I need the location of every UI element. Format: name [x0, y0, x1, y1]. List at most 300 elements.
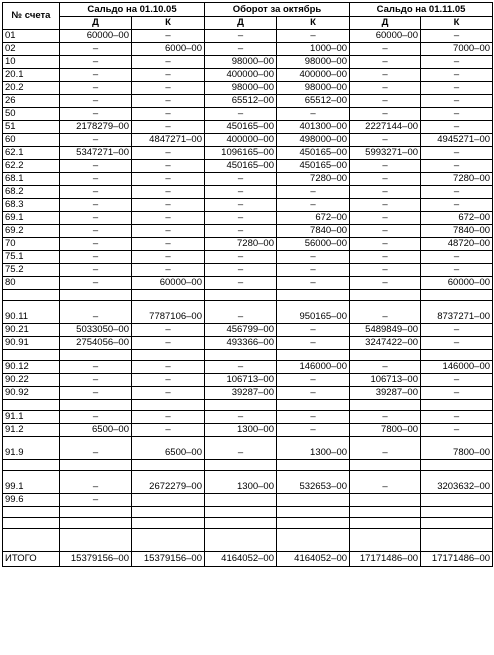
- opening-credit-cell: 6500–00: [132, 437, 205, 460]
- closing-credit-cell: 7800–00: [421, 437, 493, 460]
- opening-credit-cell: [132, 518, 205, 529]
- closing-credit-cell: –: [421, 56, 493, 69]
- account-cell: 20.1: [3, 69, 60, 82]
- table-row: [3, 160, 493, 173]
- table-row: [3, 374, 493, 387]
- opening-credit-cell: –: [132, 387, 205, 400]
- opening-credit-cell: –: [132, 82, 205, 95]
- account-cell: 69.2: [3, 225, 60, 238]
- turnover-debit-cell: 1096165–00: [205, 147, 277, 160]
- turnover-credit-cell: –: [277, 251, 350, 264]
- opening-debit-cell: –: [60, 225, 132, 238]
- account-cell: 20.2: [3, 82, 60, 95]
- account-cell: [3, 290, 60, 301]
- closing-credit-cell: –: [421, 160, 493, 173]
- opening-debit-cell: –: [60, 411, 132, 424]
- table-row: [3, 212, 493, 225]
- table-row: [3, 387, 493, 400]
- account-cell: 91.2: [3, 424, 60, 437]
- opening-credit-cell: –: [132, 374, 205, 387]
- closing-credit-cell: –: [421, 108, 493, 121]
- opening-credit-cell: [132, 350, 205, 361]
- turnover-debit-cell: –: [205, 437, 277, 460]
- header-opening-debit: Д: [60, 17, 132, 30]
- turnover-credit-cell: [277, 507, 350, 518]
- table-row: [3, 411, 493, 424]
- closing-debit-cell: 2227144–00: [350, 121, 421, 134]
- turnover-credit-cell: 400000–00: [277, 69, 350, 82]
- closing-debit-cell: 7800–00: [350, 424, 421, 437]
- account-cell: 91.9: [3, 437, 60, 460]
- table-row: [3, 424, 493, 437]
- closing-debit-cell: [350, 507, 421, 518]
- turnover-credit-cell: –: [277, 199, 350, 212]
- account-cell: 68.1: [3, 173, 60, 186]
- turnover-credit-cell: [277, 494, 350, 507]
- closing-debit-cell: 39287–00: [350, 387, 421, 400]
- closing-credit-cell: –: [421, 374, 493, 387]
- account-cell: 90.91: [3, 337, 60, 350]
- table-row: [3, 361, 493, 374]
- account-cell: 90.11: [3, 301, 60, 324]
- turnover-debit-cell: 400000–00: [205, 69, 277, 82]
- account-cell: 90.22: [3, 374, 60, 387]
- turnover-debit-cell: –: [205, 225, 277, 238]
- opening-debit-cell: –: [60, 69, 132, 82]
- opening-credit-cell: –: [132, 147, 205, 160]
- opening-credit-cell: 4847271–00: [132, 134, 205, 147]
- opening-credit-cell: –: [132, 69, 205, 82]
- table-row: [3, 277, 493, 290]
- opening-credit-cell: –: [132, 199, 205, 212]
- opening-debit-cell: –: [60, 437, 132, 460]
- turnover-debit-cell: –: [205, 411, 277, 424]
- table-row: [3, 494, 493, 507]
- turnover-credit-cell: [277, 350, 350, 361]
- account-cell: 90.12: [3, 361, 60, 374]
- closing-credit-cell: –: [421, 147, 493, 160]
- opening-debit-cell: –: [60, 251, 132, 264]
- turnover-credit-cell: 450165–00: [277, 160, 350, 173]
- closing-credit-cell: 146000–00: [421, 361, 493, 374]
- table-row: [3, 43, 493, 56]
- opening-credit-cell: [132, 494, 205, 507]
- closing-debit-cell: [350, 529, 421, 552]
- turnover-credit-cell: 672–00: [277, 212, 350, 225]
- opening-credit-cell: –: [132, 212, 205, 225]
- table-row: [3, 518, 493, 529]
- closing-debit-cell: 5993271–00: [350, 147, 421, 160]
- opening-credit-cell: –: [132, 56, 205, 69]
- table-body: [3, 30, 493, 567]
- opening-debit-cell: –: [60, 361, 132, 374]
- opening-debit-cell: –: [60, 82, 132, 95]
- turnover-debit-cell: –: [205, 199, 277, 212]
- account-cell: [3, 529, 60, 552]
- turnover-debit-cell: –: [205, 212, 277, 225]
- account-cell: [3, 507, 60, 518]
- turnover-debit-cell: 4164052–00: [205, 552, 277, 567]
- turnover-credit-cell: –: [277, 374, 350, 387]
- closing-debit-cell: [350, 460, 421, 471]
- header-turnover: Оборот за октябрь: [205, 3, 350, 17]
- opening-credit-cell: [132, 507, 205, 518]
- opening-debit-cell: [60, 507, 132, 518]
- closing-debit-cell: [350, 350, 421, 361]
- turnover-debit-cell: [205, 507, 277, 518]
- table-header: [3, 3, 493, 30]
- closing-credit-cell: 8737271–00: [421, 301, 493, 324]
- table-row: [3, 290, 493, 301]
- opening-credit-cell: –: [132, 424, 205, 437]
- balance-sheet-table: [2, 2, 493, 567]
- opening-debit-cell: –: [60, 95, 132, 108]
- turnover-credit-cell: 56000–00: [277, 238, 350, 251]
- closing-debit-cell: –: [350, 82, 421, 95]
- closing-credit-cell: –: [421, 199, 493, 212]
- closing-credit-cell: 48720–00: [421, 238, 493, 251]
- table-row: [3, 301, 493, 324]
- turnover-debit-cell: 98000–00: [205, 56, 277, 69]
- opening-credit-cell: –: [132, 361, 205, 374]
- closing-debit-cell: –: [350, 277, 421, 290]
- turnover-credit-cell: [277, 529, 350, 552]
- closing-credit-cell: 17171486–00: [421, 552, 493, 567]
- opening-credit-cell: –: [132, 160, 205, 173]
- turnover-debit-cell: [205, 290, 277, 301]
- opening-debit-cell: –: [60, 56, 132, 69]
- closing-debit-cell: 17171486–00: [350, 552, 421, 567]
- opening-debit-cell: [60, 290, 132, 301]
- closing-credit-cell: [421, 507, 493, 518]
- turnover-debit-cell: –: [205, 264, 277, 277]
- opening-credit-cell: [132, 460, 205, 471]
- turnover-debit-cell: –: [205, 251, 277, 264]
- opening-credit-cell: 15379156–00: [132, 552, 205, 567]
- table-row: [3, 199, 493, 212]
- turnover-debit-cell: –: [205, 301, 277, 324]
- opening-credit-cell: –: [132, 173, 205, 186]
- account-cell: 68.2: [3, 186, 60, 199]
- turnover-debit-cell: 39287–00: [205, 387, 277, 400]
- account-cell: 80: [3, 277, 60, 290]
- account-cell: 60: [3, 134, 60, 147]
- turnover-debit-cell: 106713–00: [205, 374, 277, 387]
- turnover-debit-cell: [205, 494, 277, 507]
- turnover-credit-cell: 1300–00: [277, 437, 350, 460]
- closing-debit-cell: 5489849–00: [350, 324, 421, 337]
- closing-debit-cell: –: [350, 437, 421, 460]
- closing-credit-cell: –: [421, 82, 493, 95]
- closing-credit-cell: 60000–00: [421, 277, 493, 290]
- closing-debit-cell: –: [350, 173, 421, 186]
- account-cell: 51: [3, 121, 60, 134]
- closing-credit-cell: [421, 400, 493, 411]
- table-row: [3, 134, 493, 147]
- turnover-debit-cell: 7280–00: [205, 238, 277, 251]
- turnover-credit-cell: –: [277, 411, 350, 424]
- account-cell: 50: [3, 108, 60, 121]
- closing-credit-cell: –: [421, 424, 493, 437]
- table-row: [3, 264, 493, 277]
- closing-debit-cell: –: [350, 212, 421, 225]
- opening-debit-cell: [60, 518, 132, 529]
- opening-debit-cell: 6500–00: [60, 424, 132, 437]
- turnover-credit-cell: [277, 290, 350, 301]
- turnover-debit-cell: –: [205, 277, 277, 290]
- opening-credit-cell: 2672279–00: [132, 471, 205, 494]
- closing-credit-cell: [421, 460, 493, 471]
- closing-debit-cell: 106713–00: [350, 374, 421, 387]
- turnover-debit-cell: –: [205, 30, 277, 43]
- account-cell: [3, 350, 60, 361]
- opening-debit-cell: 15379156–00: [60, 552, 132, 567]
- opening-credit-cell: –: [132, 95, 205, 108]
- account-cell: 90.92: [3, 387, 60, 400]
- table-row: [3, 95, 493, 108]
- opening-credit-cell: –: [132, 108, 205, 121]
- account-cell: 75.1: [3, 251, 60, 264]
- turnover-credit-cell: –: [277, 337, 350, 350]
- closing-credit-cell: 7840–00: [421, 225, 493, 238]
- opening-debit-cell: –: [60, 374, 132, 387]
- closing-credit-cell: 4945271–00: [421, 134, 493, 147]
- account-cell: 70: [3, 238, 60, 251]
- closing-credit-cell: –: [421, 264, 493, 277]
- closing-debit-cell: –: [350, 108, 421, 121]
- closing-credit-cell: [421, 350, 493, 361]
- table-row: [3, 108, 493, 121]
- account-cell: 99.6: [3, 494, 60, 507]
- account-cell: 68.3: [3, 199, 60, 212]
- closing-credit-cell: –: [421, 30, 493, 43]
- opening-debit-cell: –: [60, 387, 132, 400]
- turnover-credit-cell: 532653–00: [277, 471, 350, 494]
- closing-credit-cell: [421, 529, 493, 552]
- opening-debit-cell: 2178279–00: [60, 121, 132, 134]
- turnover-debit-cell: 400000–00: [205, 134, 277, 147]
- account-cell: 90.21: [3, 324, 60, 337]
- turnover-credit-cell: 146000–00: [277, 361, 350, 374]
- closing-debit-cell: –: [350, 301, 421, 324]
- opening-debit-cell: –: [60, 494, 132, 507]
- closing-credit-cell: –: [421, 95, 493, 108]
- closing-debit-cell: 3247422–00: [350, 337, 421, 350]
- opening-debit-cell: [60, 460, 132, 471]
- table-row: [3, 173, 493, 186]
- table-row: [3, 507, 493, 518]
- turnover-debit-cell: 493366–00: [205, 337, 277, 350]
- closing-debit-cell: –: [350, 251, 421, 264]
- closing-debit-cell: –: [350, 361, 421, 374]
- turnover-credit-cell: –: [277, 108, 350, 121]
- header-turnover-credit: К: [277, 17, 350, 30]
- opening-debit-cell: –: [60, 134, 132, 147]
- table-row: [3, 251, 493, 264]
- turnover-debit-cell: [205, 529, 277, 552]
- table-row: [3, 69, 493, 82]
- closing-credit-cell: [421, 494, 493, 507]
- closing-credit-cell: 7000–00: [421, 43, 493, 56]
- closing-debit-cell: 60000–00: [350, 30, 421, 43]
- opening-debit-cell: –: [60, 160, 132, 173]
- closing-debit-cell: –: [350, 186, 421, 199]
- turnover-credit-cell: 65512–00: [277, 95, 350, 108]
- opening-credit-cell: [132, 290, 205, 301]
- opening-debit-cell: –: [60, 238, 132, 251]
- turnover-credit-cell: –: [277, 30, 350, 43]
- turnover-debit-cell: [205, 460, 277, 471]
- table-row: [3, 225, 493, 238]
- table-row: [3, 147, 493, 160]
- closing-debit-cell: –: [350, 160, 421, 173]
- turnover-credit-cell: 7280–00: [277, 173, 350, 186]
- table-row: [3, 238, 493, 251]
- turnover-credit-cell: 401300–00: [277, 121, 350, 134]
- turnover-credit-cell: 950165–00: [277, 301, 350, 324]
- turnover-credit-cell: –: [277, 324, 350, 337]
- turnover-credit-cell: 98000–00: [277, 82, 350, 95]
- account-cell: 26: [3, 95, 60, 108]
- turnover-credit-cell: –: [277, 424, 350, 437]
- turnover-debit-cell: [205, 518, 277, 529]
- table-row: [3, 400, 493, 411]
- opening-debit-cell: –: [60, 108, 132, 121]
- opening-credit-cell: [132, 529, 205, 552]
- turnover-debit-cell: 456799–00: [205, 324, 277, 337]
- opening-debit-cell: –: [60, 471, 132, 494]
- closing-debit-cell: [350, 400, 421, 411]
- opening-credit-cell: –: [132, 324, 205, 337]
- closing-debit-cell: [350, 518, 421, 529]
- table-row: [3, 350, 493, 361]
- header-closing-balance: Сальдо на 01.11.05: [350, 3, 493, 17]
- turnover-credit-cell: 450165–00: [277, 147, 350, 160]
- header-opening-credit: К: [132, 17, 205, 30]
- account-cell: 01: [3, 30, 60, 43]
- turnover-credit-cell: 1000–00: [277, 43, 350, 56]
- closing-credit-cell: –: [421, 121, 493, 134]
- turnover-debit-cell: –: [205, 186, 277, 199]
- header-turnover-debit: Д: [205, 17, 277, 30]
- turnover-debit-cell: –: [205, 43, 277, 56]
- turnover-debit-cell: 450165–00: [205, 121, 277, 134]
- table-row: [3, 337, 493, 350]
- closing-credit-cell: 672–00: [421, 212, 493, 225]
- closing-debit-cell: –: [350, 95, 421, 108]
- table-row: [3, 460, 493, 471]
- closing-credit-cell: 7280–00: [421, 173, 493, 186]
- turnover-credit-cell: [277, 460, 350, 471]
- table-row: [3, 121, 493, 134]
- turnover-debit-cell: 98000–00: [205, 82, 277, 95]
- opening-debit-cell: 2754056–00: [60, 337, 132, 350]
- turnover-credit-cell: [277, 400, 350, 411]
- closing-credit-cell: [421, 290, 493, 301]
- closing-credit-cell: –: [421, 69, 493, 82]
- account-cell: 69.1: [3, 212, 60, 225]
- opening-credit-cell: –: [132, 264, 205, 277]
- account-cell: [3, 400, 60, 411]
- opening-debit-cell: –: [60, 212, 132, 225]
- table-row: [3, 30, 493, 43]
- closing-debit-cell: –: [350, 411, 421, 424]
- header-closing-debit: Д: [350, 17, 421, 30]
- opening-debit-cell: –: [60, 173, 132, 186]
- turnover-debit-cell: 1300–00: [205, 471, 277, 494]
- closing-debit-cell: –: [350, 199, 421, 212]
- account-cell: 10: [3, 56, 60, 69]
- total-row: [3, 552, 493, 567]
- opening-debit-cell: [60, 350, 132, 361]
- turnover-credit-cell: –: [277, 186, 350, 199]
- opening-debit-cell: [60, 400, 132, 411]
- account-cell: 62.1: [3, 147, 60, 160]
- turnover-credit-cell: 98000–00: [277, 56, 350, 69]
- header-opening-balance: Сальдо на 01.10.05: [60, 3, 205, 17]
- closing-credit-cell: –: [421, 337, 493, 350]
- table-row: [3, 82, 493, 95]
- closing-credit-cell: –: [421, 251, 493, 264]
- closing-debit-cell: –: [350, 264, 421, 277]
- table-row: [3, 471, 493, 494]
- opening-debit-cell: 5033050–00: [60, 324, 132, 337]
- closing-credit-cell: –: [421, 411, 493, 424]
- turnover-credit-cell: 498000–00: [277, 134, 350, 147]
- opening-debit-cell: 5347271–00: [60, 147, 132, 160]
- closing-debit-cell: –: [350, 69, 421, 82]
- closing-credit-cell: –: [421, 387, 493, 400]
- turnover-credit-cell: –: [277, 264, 350, 277]
- opening-debit-cell: –: [60, 264, 132, 277]
- account-cell: 91.1: [3, 411, 60, 424]
- opening-credit-cell: [132, 400, 205, 411]
- account-cell: 62.2: [3, 160, 60, 173]
- closing-debit-cell: –: [350, 56, 421, 69]
- opening-debit-cell: 60000–00: [60, 30, 132, 43]
- closing-debit-cell: –: [350, 225, 421, 238]
- opening-credit-cell: 60000–00: [132, 277, 205, 290]
- opening-credit-cell: 7787106–00: [132, 301, 205, 324]
- opening-credit-cell: –: [132, 411, 205, 424]
- header-account-number: № счета: [3, 3, 60, 30]
- opening-credit-cell: –: [132, 225, 205, 238]
- opening-credit-cell: –: [132, 337, 205, 350]
- turnover-credit-cell: –: [277, 277, 350, 290]
- closing-credit-cell: [421, 518, 493, 529]
- turnover-credit-cell: [277, 518, 350, 529]
- header-closing-credit: К: [421, 17, 493, 30]
- opening-debit-cell: –: [60, 301, 132, 324]
- turnover-debit-cell: –: [205, 361, 277, 374]
- closing-debit-cell: –: [350, 471, 421, 494]
- table-row: [3, 529, 493, 552]
- turnover-credit-cell: 4164052–00: [277, 552, 350, 567]
- account-cell: 75.2: [3, 264, 60, 277]
- table-row: [3, 56, 493, 69]
- turnover-debit-cell: –: [205, 108, 277, 121]
- closing-credit-cell: 3203632–00: [421, 471, 493, 494]
- turnover-debit-cell: [205, 350, 277, 361]
- account-cell: [3, 460, 60, 471]
- turnover-debit-cell: 1300–00: [205, 424, 277, 437]
- opening-debit-cell: –: [60, 43, 132, 56]
- opening-credit-cell: –: [132, 30, 205, 43]
- closing-debit-cell: [350, 290, 421, 301]
- opening-credit-cell: 6000–00: [132, 43, 205, 56]
- opening-credit-cell: –: [132, 251, 205, 264]
- closing-credit-cell: –: [421, 324, 493, 337]
